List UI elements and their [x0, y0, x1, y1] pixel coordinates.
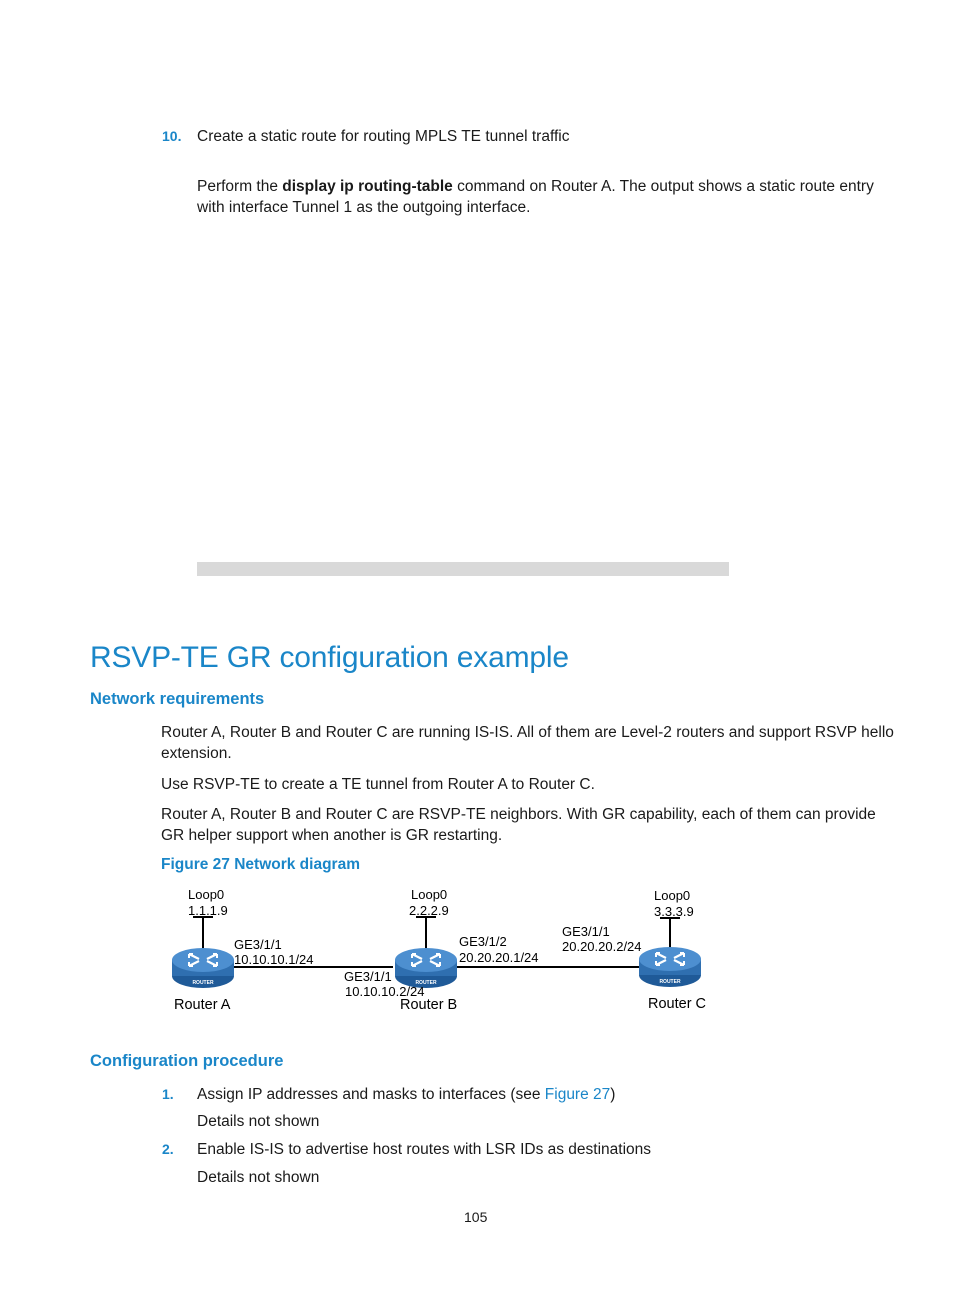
para-post: command on Router A. The output shows a static route entry [452, 178, 874, 195]
requirements-p3-line2: GR helper support when another is GR restarting. [161, 827, 503, 844]
svg-text:ROUTER: ROUTER [192, 980, 214, 986]
router-b-loop-ip: 2.2.2.9 [409, 903, 449, 918]
router-a-loop: Loop0 [188, 887, 225, 902]
page-number: 105 [464, 1209, 488, 1225]
requirements-p1-line2: extension. [161, 745, 232, 762]
step-2-detail: Details not shown [197, 1169, 320, 1186]
router-a-if: GE3/1/1 [234, 937, 282, 952]
step-number-1: 1. [162, 1086, 174, 1102]
router-a-loop-ip: 1.1.1.9 [188, 903, 228, 918]
requirements-p3-line1: Router A, Router B and Router C are RSVP-TE neighbors. With GR capability, each of them can provide [161, 806, 876, 823]
router-c-icon [639, 947, 701, 987]
figure-27-link[interactable]: Figure 27 [544, 1086, 611, 1103]
step-number-10: 10. [162, 128, 182, 144]
router-c-name: Router C [648, 996, 707, 1012]
network-diagram [160, 880, 760, 1025]
step-2-text: Enable IS-IS to advertise host routes with LSR IDs as destinations [197, 1141, 652, 1158]
router-b-icon [395, 948, 457, 988]
command-display-ip-routing-table: display ip routing-table [282, 178, 453, 195]
router-b-if2-ip: 20.20.20.1/24 [459, 950, 539, 965]
step-10-paragraph-line2: with interface Tunnel 1 as the outgoing interface. [197, 199, 531, 216]
output-block-bar [197, 562, 729, 576]
step-number-2: 2. [162, 1141, 174, 1157]
router-b-if1-ip: 10.10.10.2/24 [345, 984, 425, 999]
router-b-if2: GE3/1/2 [459, 934, 507, 949]
requirements-p2: Use RSVP-TE to create a TE tunnel from Router A to Router C. [161, 776, 595, 793]
step-10-paragraph [197, 176, 874, 197]
router-a-name: Router A [174, 997, 231, 1013]
router-a-if-ip: 10.10.10.1/24 [234, 952, 314, 967]
router-b-if1: GE3/1/1 [344, 969, 392, 984]
step-1-pre: Assign IP addresses and masks to interfaces (see [197, 1086, 545, 1103]
step-10-text: Create a static route for routing MPLS TE tunnel traffic [197, 128, 570, 145]
router-b-name: Router B [400, 997, 458, 1013]
svg-text:ROUTER: ROUTER [659, 979, 681, 985]
router-c-if-ip: 20.20.20.2/24 [562, 939, 642, 954]
svg-text:ROUTER: ROUTER [415, 980, 437, 986]
router-c-loop-ip: 3.3.3.9 [654, 904, 694, 919]
network-requirements-heading: Network requirements [90, 690, 265, 708]
requirements-p1-line1: Router A, Router B and Router C are running IS-IS. All of them are Level-2 routers and support RSVP hello [161, 724, 894, 741]
configuration-procedure-heading: Configuration procedure [90, 1052, 284, 1070]
figure-caption: Figure 27 Network diagram [161, 856, 360, 873]
router-b-loop: Loop0 [411, 887, 448, 902]
para-pre: Perform the [197, 178, 283, 195]
router-c-if: GE3/1/1 [562, 924, 610, 939]
router-a-icon [172, 948, 234, 988]
step-1-post: ) [610, 1086, 616, 1103]
router-c-loop: Loop0 [654, 888, 691, 903]
step-1-detail: Details not shown [197, 1113, 320, 1130]
section-title: RSVP-TE GR configuration example [90, 641, 569, 674]
step-1-text [197, 1084, 615, 1105]
